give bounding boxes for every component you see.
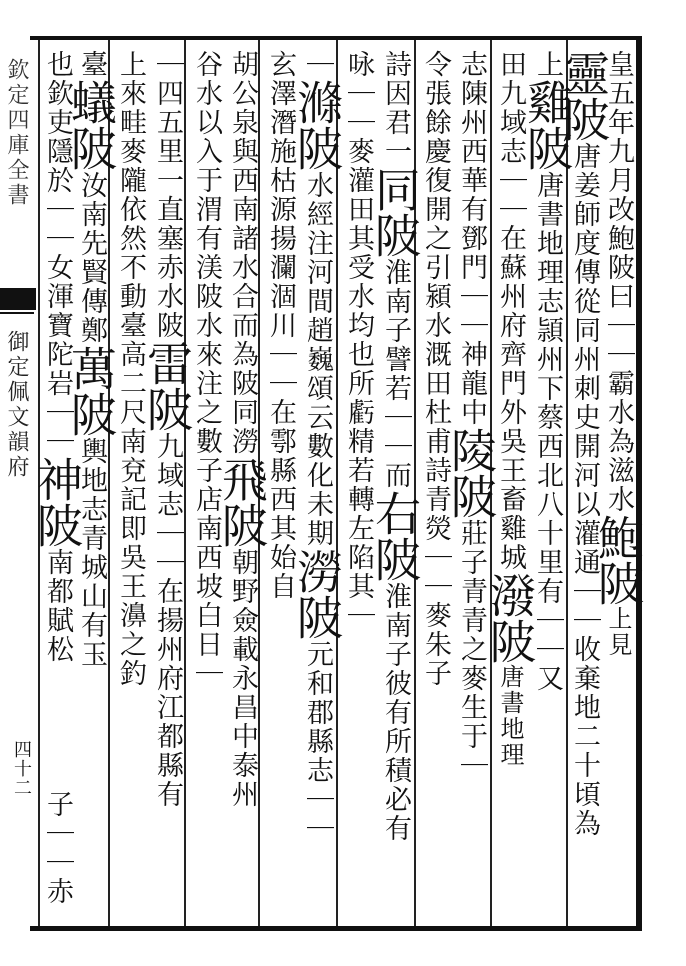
annotation-text: 上 <box>532 50 563 79</box>
annotation-text: 所虧精若轉左陷其｜ <box>343 369 374 630</box>
frame-right-border <box>636 36 642 931</box>
text-column <box>557 50 611 920</box>
text-column <box>418 50 452 920</box>
headword: 滌陂 <box>290 79 344 171</box>
annotation-text: 水經注河間趙巍頌云數化未期 <box>302 171 333 548</box>
fish-tail-mark <box>0 288 36 310</box>
annotation-text: 灌田其受水均也 <box>343 166 374 369</box>
headword: 神陂 <box>30 456 84 548</box>
annotation-text: 在鄠縣西其始自 <box>265 398 296 601</box>
page-number: 四十二 <box>11 740 32 797</box>
annotation-text: 數子店南西坡白日｜ <box>191 427 222 688</box>
text-column <box>444 50 498 920</box>
annotation-text: 子｜｜赤 <box>42 790 73 906</box>
text-column <box>483 50 537 920</box>
text-column <box>290 50 344 920</box>
annotation-text: 上來畦麥隴依然不動 <box>115 50 146 311</box>
text-column <box>368 50 422 920</box>
column-rule <box>336 40 338 926</box>
annotation-text: 莊子青青之麥生于｜ <box>456 519 487 780</box>
annotation-text: 元和郡縣志｜｜ <box>302 640 333 843</box>
annotation-text: 朝野僉載永昌中泰州 <box>227 548 258 809</box>
annotation-text: 玄澤潛施枯源揚瀾涸川｜｜ <box>265 50 296 398</box>
annotation-text: 志陳州西華有鄧門｜｜神龍中 <box>456 50 487 427</box>
margin-book-title: 御定佩文韻府 <box>4 330 29 480</box>
headword: 飛陂 <box>215 456 269 548</box>
headword: 雷陂 <box>140 340 194 432</box>
annotation-text: 詩因君一 <box>380 50 411 166</box>
frame-bottom-border <box>30 926 642 931</box>
annotation-text: 也欽吏隱於｜｜ <box>42 50 73 253</box>
headword: 萬陂 <box>64 345 118 437</box>
annotation-text: 淮南子彼有所積必有 <box>380 582 411 843</box>
annotation-text: 臺高二尺南兗記即吳王濞之釣 <box>115 311 146 688</box>
annotation-text: 唐姜師度傳從同州刺史開河以灌通｜｜收棄地二十頃為 <box>569 142 600 838</box>
headword: 鮑陂 <box>591 514 645 606</box>
headword: 同陂 <box>368 166 422 258</box>
annotation-text: 淮南子譬若｜｜ <box>380 258 411 461</box>
annotation-text: ｜ <box>302 50 333 79</box>
annotation-text: 輿地志青城山有玉 <box>76 437 107 669</box>
annotation-text: 而 <box>380 461 411 490</box>
column-rule <box>184 40 186 926</box>
annotation-text: 曰｜｜霸水為滋水 <box>603 282 634 514</box>
text-column <box>520 50 574 920</box>
annotation-text: ｜四五里一直塞赤水陂 <box>152 50 183 340</box>
annotation-text: 臺 <box>76 50 107 79</box>
annotation-text: 唐書地理志頴州下蔡西北八十里有｜｜又 <box>532 171 563 693</box>
margin-collection-title: 欽定四庫全書 <box>4 58 29 208</box>
annotation-text: 女渾寶陀岩｜｜ <box>42 253 73 456</box>
annotation-text: 南都賦松 <box>42 548 73 664</box>
annotation-text: 杜甫詩青熒｜｜麥朱子 <box>420 398 451 688</box>
text-column <box>113 50 147 920</box>
text-column <box>140 50 194 920</box>
annotation-text: 九域志｜｜在揚州府江都縣有 <box>152 432 183 809</box>
column-rule <box>108 40 110 926</box>
text-column <box>215 50 269 920</box>
headword: 陵陂 <box>444 427 498 519</box>
headword: 靈陂 <box>557 50 611 142</box>
annotation-text: 咏｜｜麥 <box>343 50 374 166</box>
annotation-text: 上見 <box>604 606 632 658</box>
annotation-text: 唐書地理 <box>496 664 524 768</box>
text-column <box>341 50 375 920</box>
headword: 潑陂 <box>483 572 537 664</box>
headword: 右陂 <box>368 490 422 582</box>
headword: 蟻陂 <box>64 79 118 171</box>
headword: 雞陂 <box>520 79 574 171</box>
text-column <box>40 790 74 920</box>
annotation-text: 令張餘慶復開之引潁水溉田 <box>420 50 451 398</box>
fish-tail-line <box>0 312 34 314</box>
annotation-text: 汝南先賢傳鄭 <box>76 171 107 345</box>
annotation-text: 胡公泉與西南諸水合而為陂同澇 <box>227 50 258 456</box>
text-column <box>591 50 645 920</box>
annotation-text: 皇五年九月改鮑陂 <box>603 50 634 282</box>
annotation-text: 田九域志｜｜在蘇州府齊門外吳王畜雞城 <box>495 50 526 572</box>
annotation-text: 谷水以入于渭有渼陂水來注之 <box>191 50 222 427</box>
text-column <box>189 50 223 920</box>
headword: 澇陂 <box>290 548 344 640</box>
